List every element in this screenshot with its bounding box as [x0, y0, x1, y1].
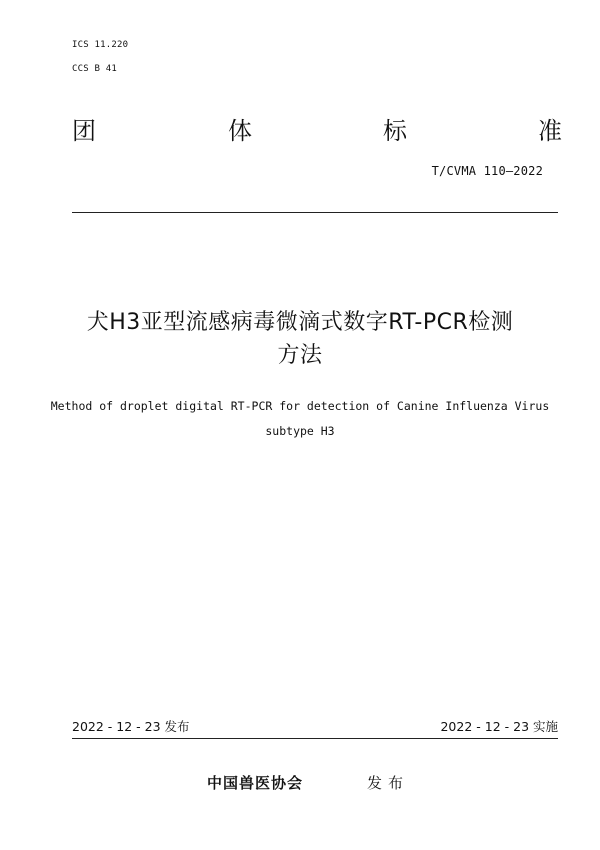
standard-type-char: 团 [72, 117, 96, 145]
top-divider [72, 212, 558, 213]
standard-type-char: 准 [538, 117, 562, 145]
title-chinese-line1: 犬H3亚型流感病毒微滴式数字RT-PCR检测 [86, 310, 514, 335]
ccs-code: CCS B 41 [72, 64, 117, 74]
standard-type-char: 标 [383, 117, 407, 145]
issue-date: 2022 - 12 - 23 发布 [72, 719, 190, 734]
publisher-name: 中国兽医协会 [207, 774, 304, 792]
title-english-line2: subtype H3 [265, 424, 335, 438]
standard-number: T/CVMA 110—2022 [431, 164, 543, 178]
standard-type-char: 体 [228, 117, 252, 145]
title-english-line1: Method of droplet digital RT-PCR for detection of Canine Influenza Virus [50, 399, 550, 413]
title-chinese-line2: 方法 [277, 343, 323, 368]
ics-code: ICS 11.220 [72, 40, 129, 50]
bottom-divider [72, 738, 558, 739]
title-english [30, 394, 570, 444]
publish-label: 发布 [367, 774, 410, 792]
title-chinese [40, 306, 560, 372]
implementation-date: 2022 - 12 - 23 实施 [440, 719, 558, 734]
